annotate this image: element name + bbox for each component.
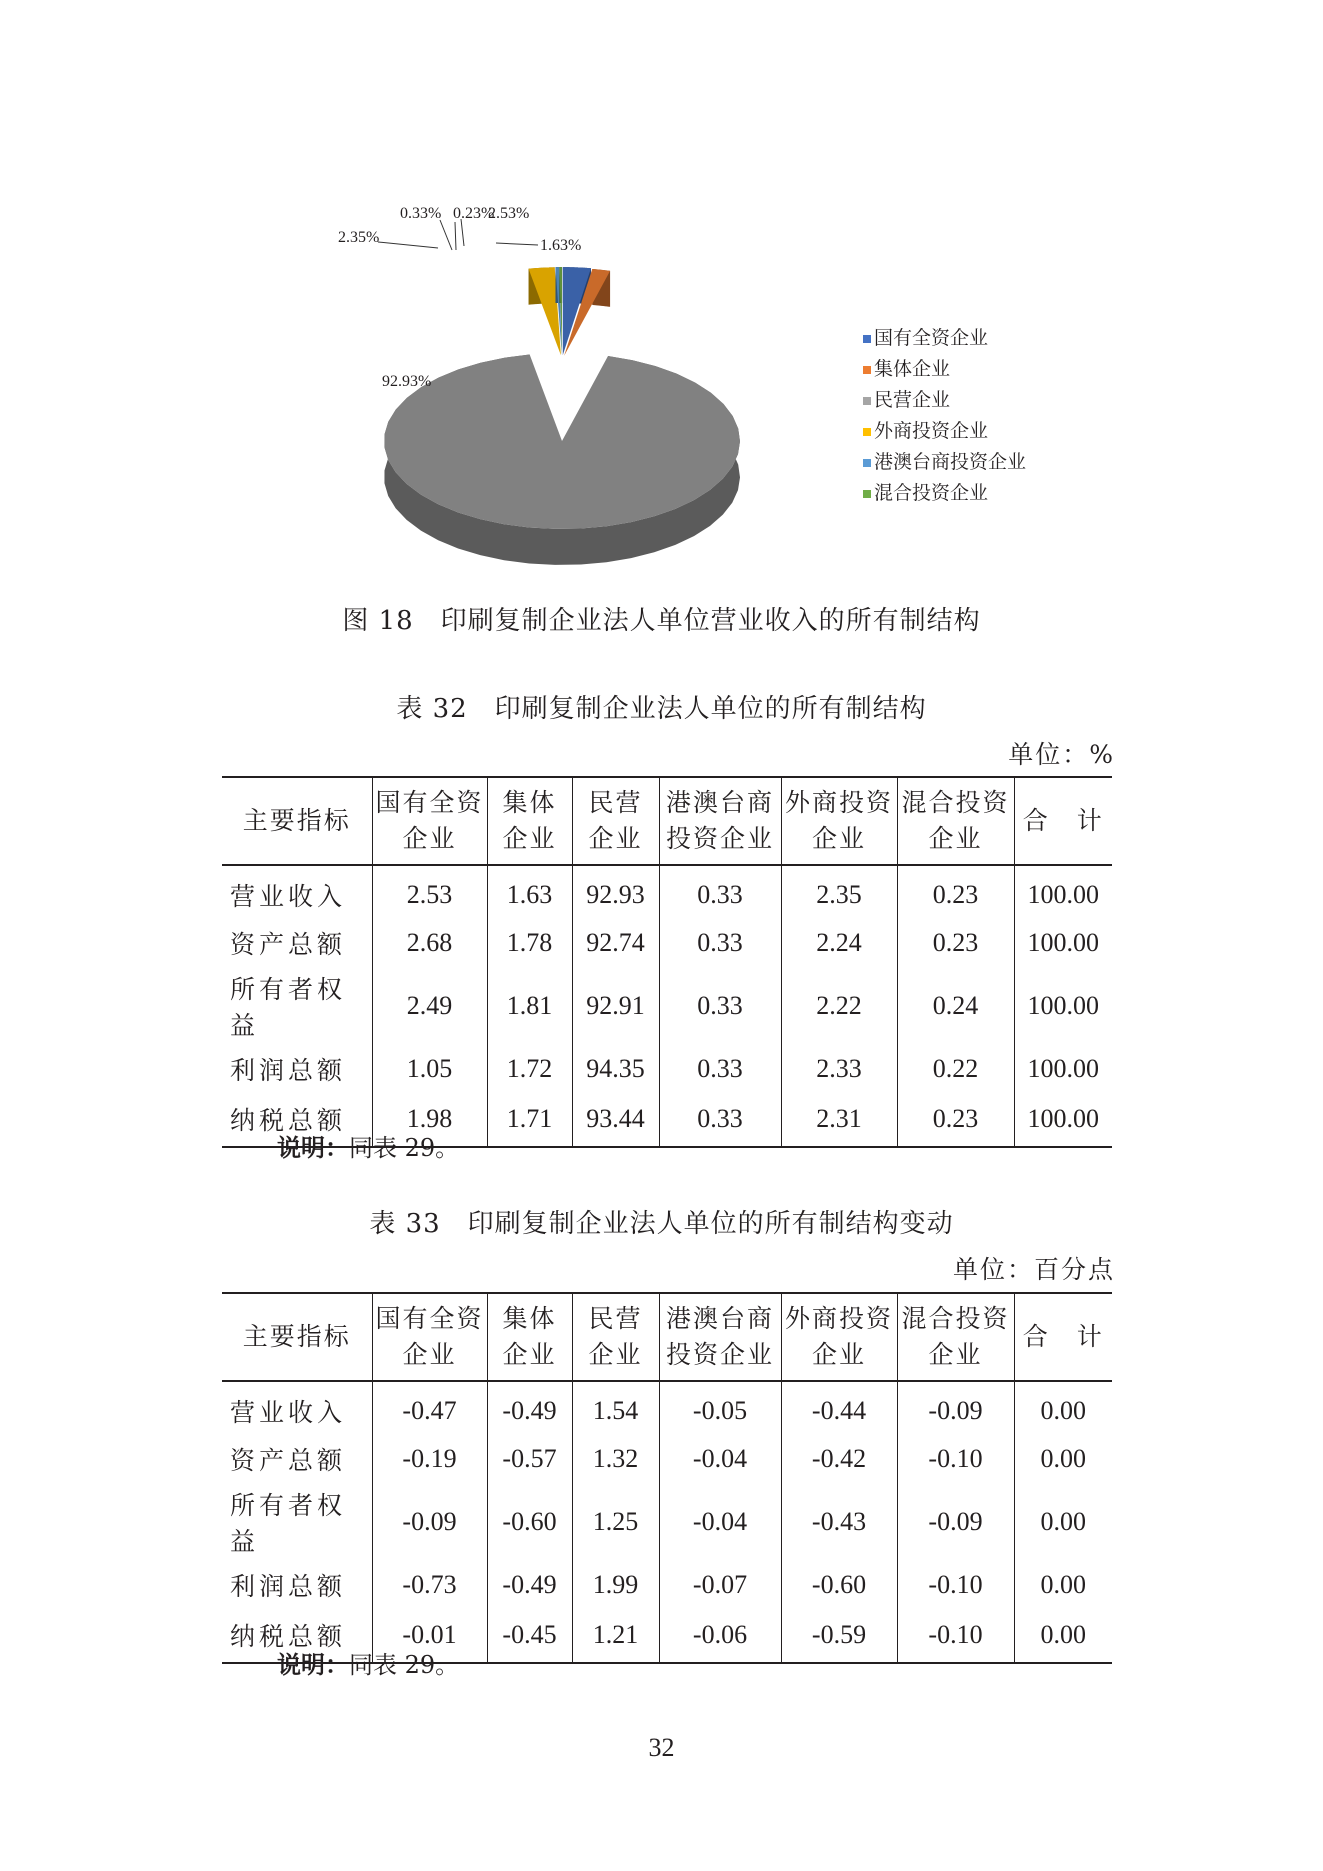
chart-legend [863,323,1026,509]
table-cell: 2.22 [781,969,897,1043]
legend-swatch [863,366,871,374]
table-row [222,1433,1112,1485]
table-cell: -0.73 [372,1559,487,1611]
legend-swatch [863,490,871,498]
legend-item [863,323,1026,354]
header-line: 投资企业 [665,1340,774,1369]
header-line: 混合投资 [901,788,1010,817]
table-cell: -0.05 [659,1381,781,1433]
legend-swatch [863,459,871,467]
legend-swatch [863,397,871,405]
data-label: 2.53% [488,205,530,222]
table32-col-header [222,777,372,865]
table-cell: -0.44 [781,1381,897,1433]
legend-item [863,416,1026,447]
header-line: 港澳台商 [665,788,774,817]
row-label: 营业收入 [230,882,347,911]
table33-title: 表 33 印刷复制企业法人单位的所有制结构变动 [369,1209,954,1239]
table-cell: 100.00 [1014,1095,1112,1147]
table-cell: 0.00 [1014,1381,1112,1433]
table32-note [277,1128,459,1163]
legend-label: 混合投资企业 [874,482,989,504]
header-line: 投资企业 [665,824,774,853]
figure-caption: 图 18 印刷复制企业法人单位营业收入的所有制结构 [342,606,981,636]
table-cell: -0.04 [659,1433,781,1485]
table-cell: 1.21 [572,1611,659,1663]
table32-col-header [572,777,659,865]
table-cell: 1.71 [487,1095,572,1147]
header-line: 混合投资 [901,1304,1010,1333]
table-cell: -0.09 [372,1485,487,1559]
table33-note-text: 同表 29。 [349,1651,460,1679]
header-line: 集体 [502,1304,557,1333]
table-cell: 100.00 [1014,969,1112,1043]
header-line: 民营 [588,1304,643,1333]
table-cell: -0.07 [659,1559,781,1611]
table-cell: -0.43 [781,1485,897,1559]
table-cell: 0.00 [1014,1433,1112,1485]
table33-col-header [222,1293,372,1381]
table33-col-header [659,1293,781,1381]
table-cell: 1.05 [372,1043,487,1095]
table-row [222,865,1112,917]
table-cell: -0.06 [659,1611,781,1663]
table33 [222,1292,1112,1664]
table32 [222,776,1112,1148]
table-cell: 1.78 [487,917,572,969]
table-cell: 2.49 [372,969,487,1043]
table33-unit: 单位：百分点 [952,1255,1115,1284]
data-label: 2.35% [338,229,380,246]
table-cell: 100.00 [1014,1043,1112,1095]
header-line: 企业 [928,824,983,853]
header-line: 港澳台商 [665,1304,774,1333]
table-cell: 2.35 [781,865,897,917]
table33-header-row [222,1293,1112,1381]
pie-slice [384,354,740,564]
table-cell: 2.68 [372,917,487,969]
data-label: 0.33% [400,205,442,222]
table33-col-header [572,1293,659,1381]
table-cell: 92.91 [572,969,659,1043]
legend-item [863,447,1026,478]
header-line: 外商投资 [784,788,893,817]
table-cell: -0.47 [372,1381,487,1433]
table-cell: -0.19 [372,1433,487,1485]
table-cell: 100.00 [1014,917,1112,969]
header-line: 国有全资 [375,1304,484,1333]
legend-item [863,354,1026,385]
table-row [222,1485,1112,1559]
table-cell: -0.59 [781,1611,897,1663]
table-cell: -0.45 [487,1611,572,1663]
header-line: 企业 [402,824,457,853]
legend-swatch [863,335,871,343]
table-row [222,917,1112,969]
table-cell: 1.81 [487,969,572,1043]
header-line: 企业 [811,1340,866,1369]
table-cell: 0.23 [897,865,1014,917]
table-cell: 2.33 [781,1043,897,1095]
table32-title: 表 32 印刷复制企业法人单位的所有制结构 [396,694,927,724]
table-cell: 0.24 [897,969,1014,1043]
legend-label: 港澳台商投资企业 [874,451,1027,473]
table33-note-label: 说明： [277,1650,349,1679]
table-cell: 0.33 [659,917,781,969]
leader-line [496,243,538,245]
table32-col-header [487,777,572,865]
table-cell: 0.33 [659,1095,781,1147]
table-cell: 0.00 [1014,1559,1112,1611]
table32-unit: 单位：% [1008,740,1115,769]
table-row [222,1559,1112,1611]
table33-col-header [1014,1293,1112,1381]
pie-chart-svg [338,205,860,580]
data-label: 92.93% [382,373,432,390]
table-cell: -0.04 [659,1485,781,1559]
table32-header-row [222,777,1112,865]
row-label: 利润总额 [230,1572,347,1601]
row-label: 纳税总额 [230,1106,347,1135]
table-cell: -0.60 [781,1559,897,1611]
header-line: 外商投资 [784,1304,893,1333]
leader-line [455,222,456,250]
row-label: 纳税总额 [230,1622,347,1651]
header-line: 企业 [588,1340,643,1369]
table33-col-header [487,1293,572,1381]
pie-slice-top [384,354,740,528]
table-cell: 0.00 [1014,1485,1112,1559]
table-cell: 0.23 [897,1095,1014,1147]
data-label: 0.23% [453,205,495,222]
header-line: 主要指标 [242,806,351,835]
table-row [222,969,1112,1043]
table32-col-header [781,777,897,865]
pie-chart [338,205,860,580]
table-cell: 1.54 [572,1381,659,1433]
header-line: 主要指标 [242,1322,351,1351]
table-cell: 0.33 [659,1043,781,1095]
table32-col-header [372,777,487,865]
table-cell: 2.53 [372,865,487,917]
table32-col-header [1014,777,1112,865]
table-cell: 2.31 [781,1095,897,1147]
row-label: 所有者权益 [230,975,347,1040]
table-cell: 1.98 [372,1095,487,1147]
header-line: 企业 [402,1340,457,1369]
legend-label: 国有全资企业 [874,327,989,349]
legend-item [863,385,1026,416]
table-cell: -0.49 [487,1559,572,1611]
legend-item [863,478,1026,509]
table-cell: 1.72 [487,1043,572,1095]
table-cell: 94.35 [572,1043,659,1095]
row-label: 利润总额 [230,1056,347,1085]
header-line: 企业 [502,824,557,853]
table-cell: 0.00 [1014,1611,1112,1663]
legend-swatch [863,428,871,436]
table-cell: -0.10 [897,1433,1014,1485]
header-line: 合 计 [1022,1322,1104,1351]
table-cell: 0.22 [897,1043,1014,1095]
leader-line [440,220,452,250]
table-cell: -0.10 [897,1611,1014,1663]
table32-col-header [659,777,781,865]
table-cell: -0.49 [487,1381,572,1433]
header-line: 国有全资 [375,788,484,817]
legend-label: 民营企业 [874,389,951,411]
table-cell: 2.24 [781,917,897,969]
table-cell: 1.63 [487,865,572,917]
table-cell: 0.33 [659,865,781,917]
header-line: 企业 [811,824,866,853]
table-cell: -0.09 [897,1381,1014,1433]
table-cell: 1.99 [572,1559,659,1611]
row-label: 资产总额 [230,1446,347,1475]
data-label: 1.63% [540,237,582,254]
row-label: 所有者权益 [230,1491,347,1556]
table-row [222,1043,1112,1095]
header-line: 集体 [502,788,557,817]
table33-note [277,1645,459,1680]
table-row [222,1381,1112,1433]
table-cell: 1.25 [572,1485,659,1559]
table32-note-label: 说明： [277,1133,349,1162]
leader-line [461,219,464,246]
table-cell: -0.01 [372,1611,487,1663]
legend-label: 集体企业 [874,358,951,380]
row-label: 资产总额 [230,930,347,959]
header-line: 民营 [588,788,643,817]
row-label: 营业收入 [230,1398,347,1427]
table-cell: 93.44 [572,1095,659,1147]
header-line: 合 计 [1022,806,1104,835]
table-cell: 0.23 [897,917,1014,969]
legend-label: 外商投资企业 [874,420,989,442]
table-cell: -0.57 [487,1433,572,1485]
table-cell: 92.74 [572,917,659,969]
header-line: 企业 [928,1340,983,1369]
table33-col-header [372,1293,487,1381]
leader-line [378,242,438,248]
table33-col-header [897,1293,1014,1381]
table-cell: -0.60 [487,1485,572,1559]
table32-col-header [897,777,1014,865]
table-cell: -0.09 [897,1485,1014,1559]
table-cell: 92.93 [572,865,659,917]
table-cell: -0.10 [897,1559,1014,1611]
table33-col-header [781,1293,897,1381]
table-cell: 1.32 [572,1433,659,1485]
table32-note-text: 同表 29。 [349,1134,460,1162]
page-number: 32 [648,1733,675,1762]
header-line: 企业 [502,1340,557,1369]
table-cell: 100.00 [1014,865,1112,917]
table-cell: -0.42 [781,1433,897,1485]
table-cell: 0.33 [659,969,781,1043]
header-line: 企业 [588,824,643,853]
